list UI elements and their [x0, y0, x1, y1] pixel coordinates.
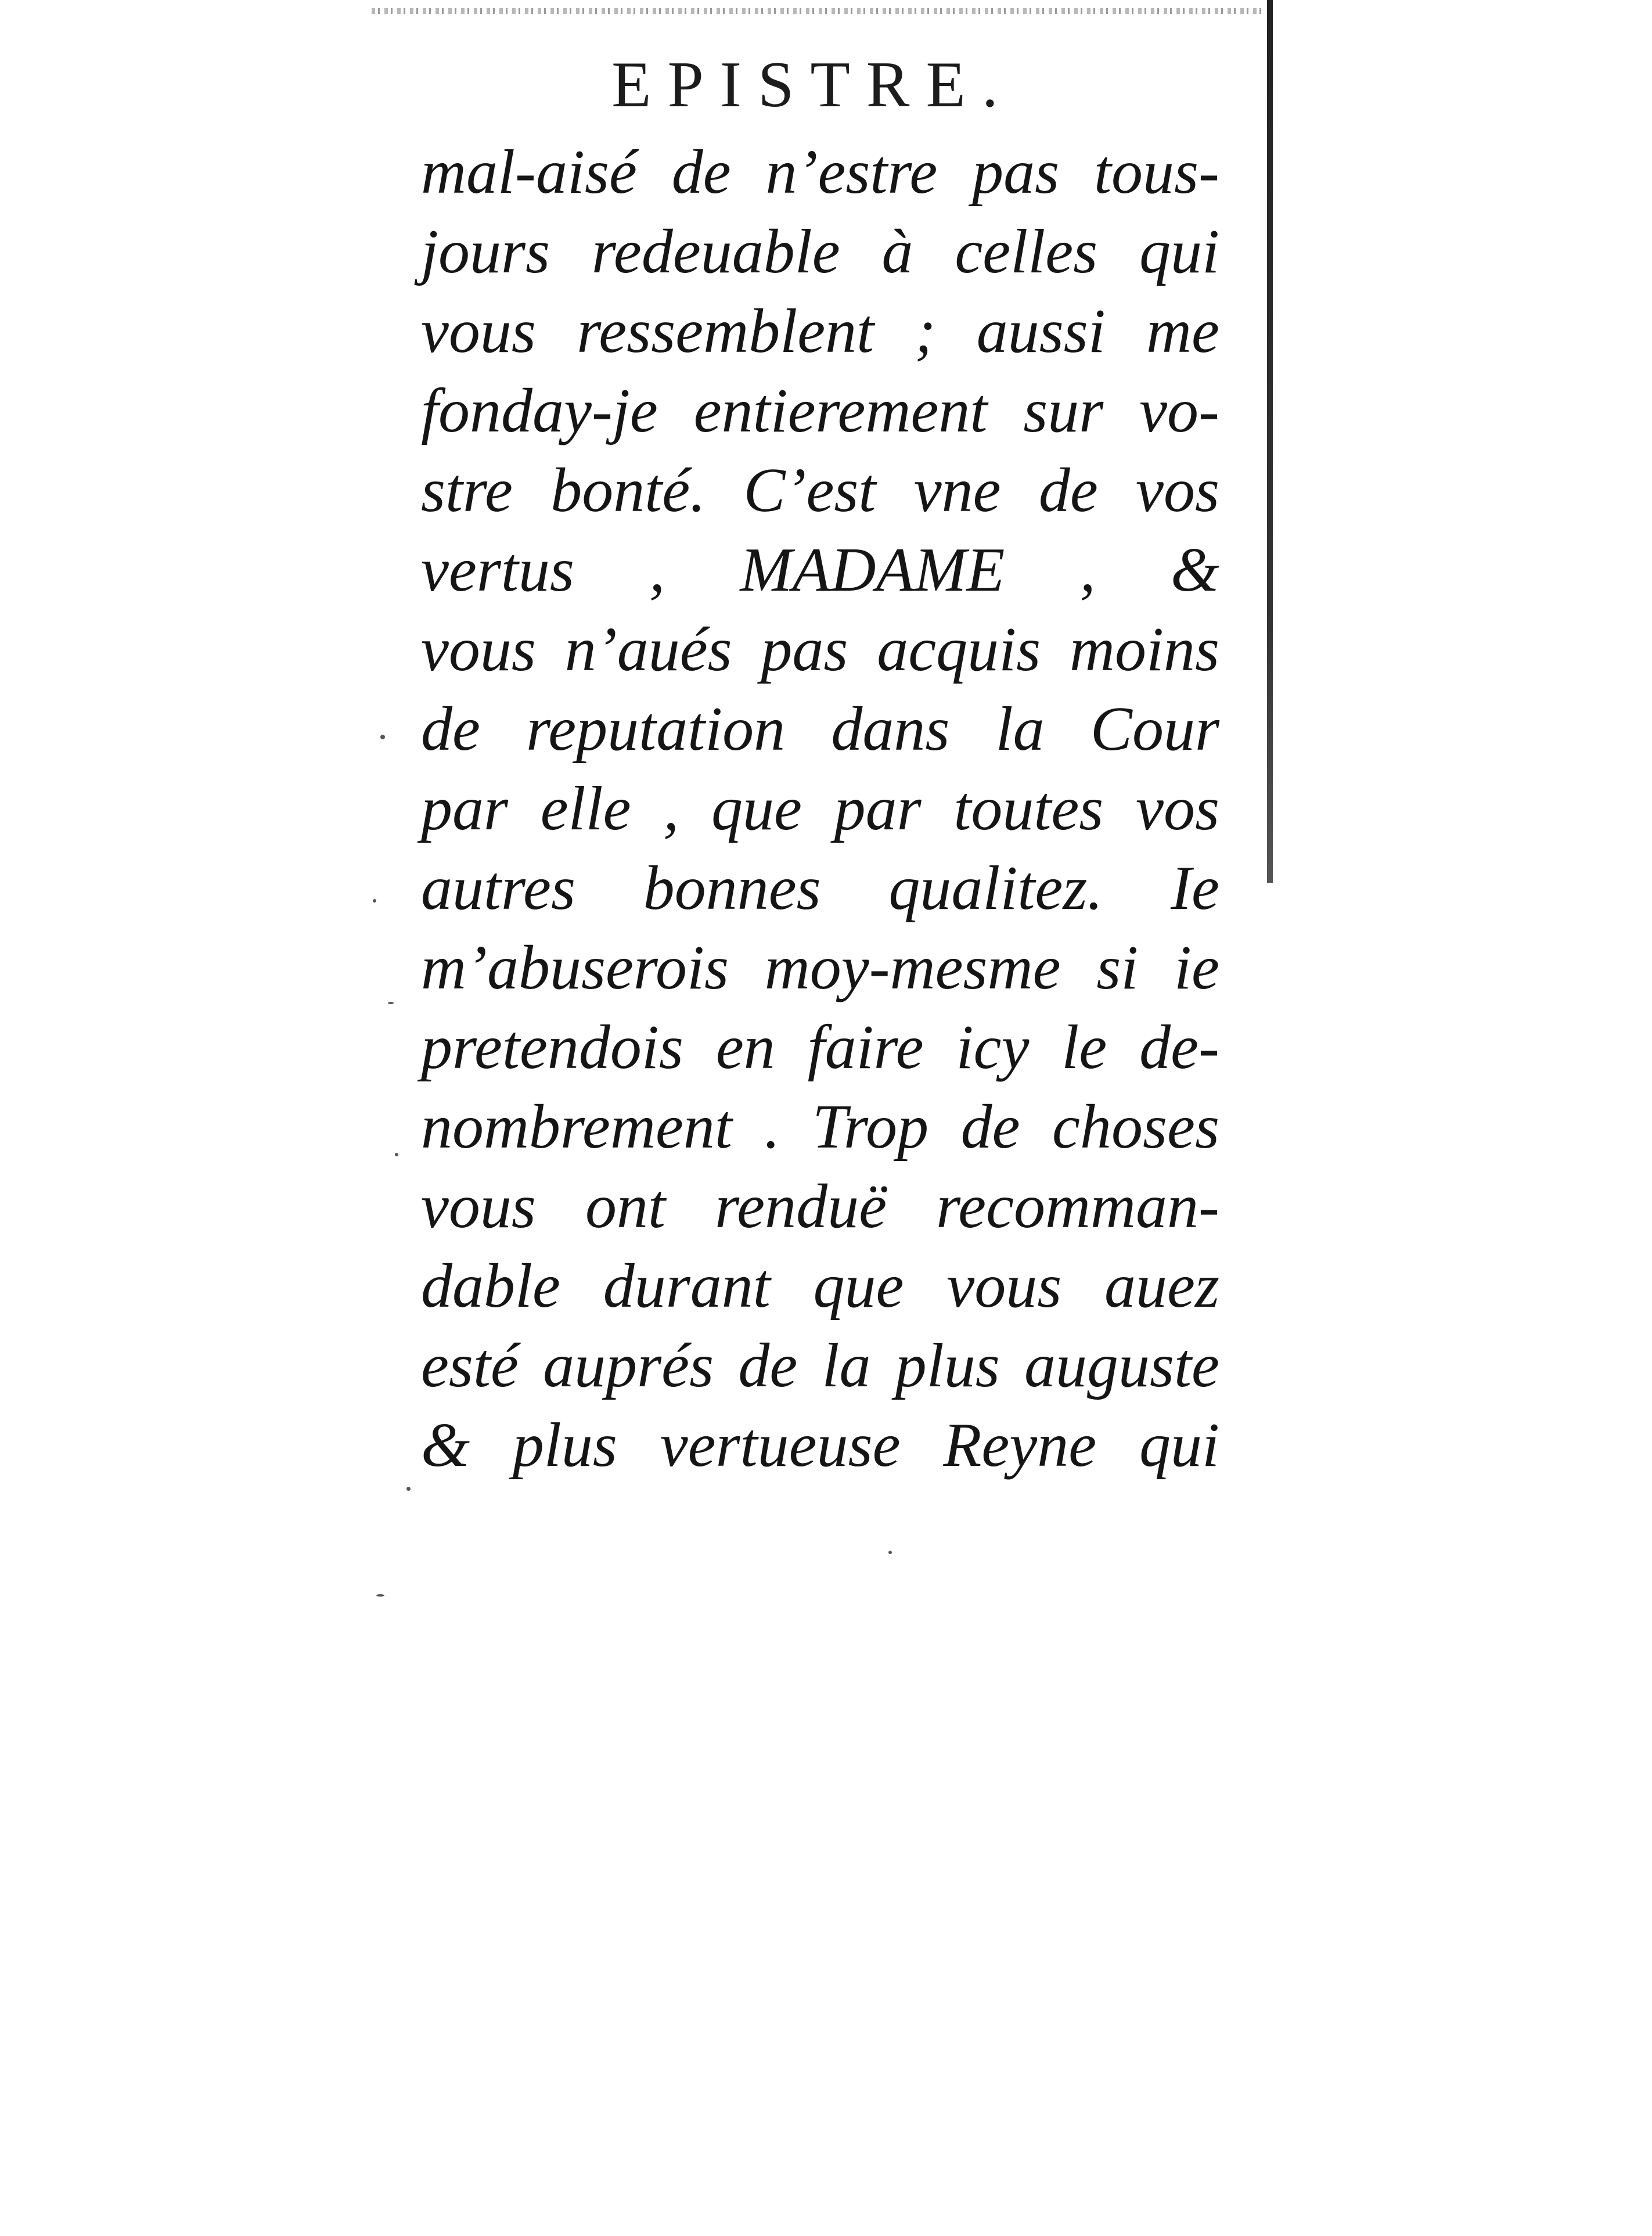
scan-speck: [406, 1487, 411, 1491]
text-line-8: de reputation dans la Cour: [421, 695, 1219, 764]
text-line-1: mal-aisé de n’estre pas tous-: [421, 138, 1219, 207]
scan-top-edge: [372, 8, 1266, 14]
text-line-11: m’abuserois moy-mesme si ie: [421, 933, 1219, 1002]
text-line-15: dable durant que vous auez: [421, 1252, 1219, 1321]
scan-speck: [373, 899, 376, 903]
text-line-13: nombrement . Trop de choses: [421, 1092, 1219, 1162]
scan-speck: [888, 1551, 892, 1554]
scan-speck: [388, 1002, 394, 1004]
page-body-text: [421, 132, 1219, 1485]
text-line-6: vertus , MADAME , &: [421, 535, 1219, 605]
text-line-12: pretendois en faire icy le de-: [421, 1013, 1219, 1082]
text-line-14: vous ont renduë recomman-: [421, 1172, 1219, 1241]
text-line-2: jours redeuable à celles qui: [421, 217, 1219, 286]
text-line-17: & plus vertueuse Reyne qui: [421, 1411, 1219, 1480]
text-line-10: autres bonnes qualitez. Ie: [421, 854, 1219, 923]
running-head: EPISTRE.: [611, 49, 1014, 121]
scan-speck: [380, 735, 385, 739]
scan-speck: [376, 1594, 384, 1597]
text-line-4: fonday-je entierement sur vo-: [421, 376, 1219, 445]
scan-speck: [395, 1153, 398, 1156]
text-line-3: vous ressemblent ; aussi me: [421, 297, 1219, 366]
text-line-7: vous n’aués pas acquis moins: [421, 615, 1219, 684]
text-line-16: esté auprés de la plus auguste: [421, 1331, 1219, 1400]
text-line-9: par elle , que par toutes vos: [421, 774, 1219, 843]
text-line-5: stre bonté. C’est vne de vos: [421, 456, 1219, 525]
page-gutter-shadow: [1267, 0, 1273, 883]
